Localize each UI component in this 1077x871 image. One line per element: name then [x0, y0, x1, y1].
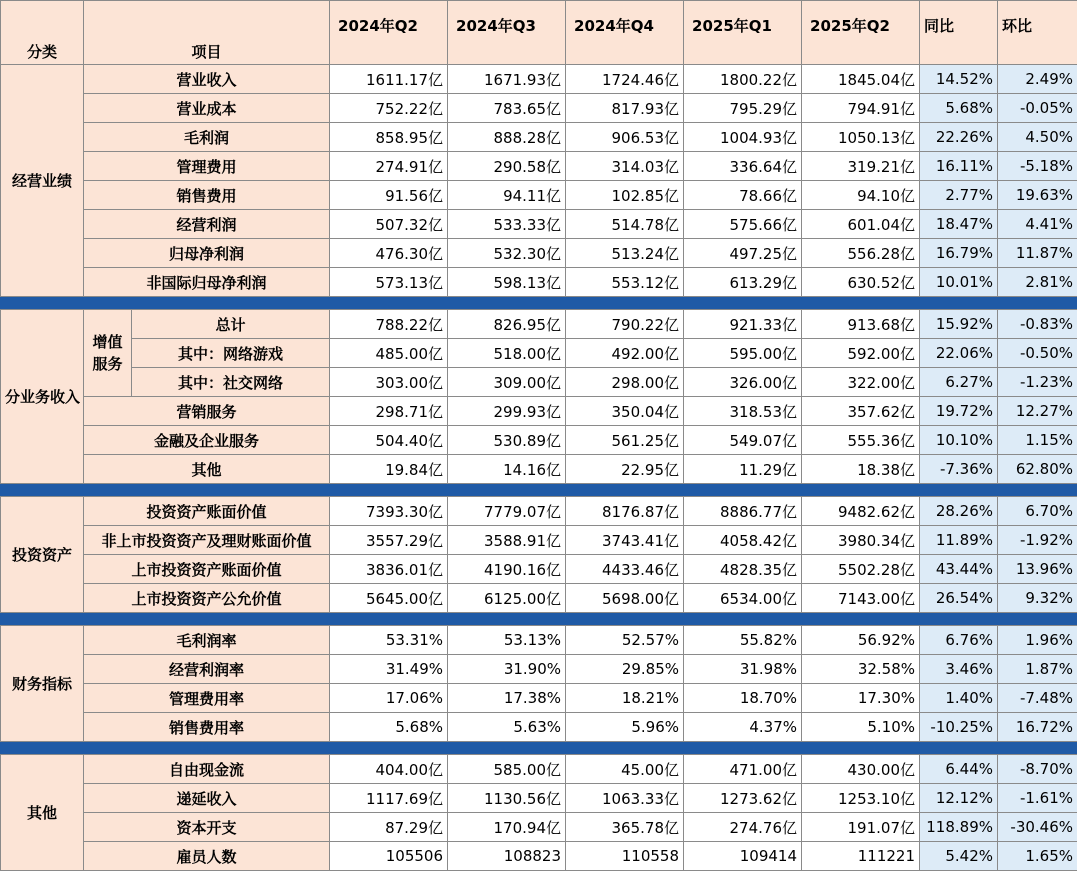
value-cell: 94.10亿 — [802, 181, 920, 210]
header-row — [1, 1, 1077, 65]
value-cell: 404.00亿 — [330, 755, 448, 784]
value-cell: 7393.30亿 — [330, 497, 448, 526]
yoy-cell: 19.72% — [920, 397, 998, 426]
item-cell: 非国际归母净利润 — [84, 268, 330, 297]
value-cell: 191.07亿 — [802, 813, 920, 842]
table-row — [1, 842, 1077, 871]
value-cell: 1845.04亿 — [802, 65, 920, 94]
item-cell: 其中：网络游戏 — [132, 339, 330, 368]
table-row — [1, 65, 1077, 94]
value-cell: 91.56亿 — [330, 181, 448, 210]
yoy-cell: 3.46% — [920, 655, 998, 684]
value-cell: 5.63% — [448, 713, 566, 742]
yoy-cell: 28.26% — [920, 497, 998, 526]
value-cell: 105506 — [330, 842, 448, 871]
value-cell: 299.93亿 — [448, 397, 566, 426]
value-cell: 3743.41亿 — [566, 526, 684, 555]
yoy-cell: 15.92% — [920, 310, 998, 339]
yoy-cell: 10.01% — [920, 268, 998, 297]
value-cell: 29.85% — [566, 655, 684, 684]
table-row — [1, 152, 1077, 181]
value-cell: 788.22亿 — [330, 310, 448, 339]
yoy-cell: 26.54% — [920, 584, 998, 613]
yoy-cell: 16.11% — [920, 152, 998, 181]
value-cell: 906.53亿 — [566, 123, 684, 152]
value-cell: 350.04亿 — [566, 397, 684, 426]
value-cell: 507.32亿 — [330, 210, 448, 239]
value-cell: 5698.00亿 — [566, 584, 684, 613]
value-cell: 6534.00亿 — [684, 584, 802, 613]
yoy-cell: 11.89% — [920, 526, 998, 555]
value-cell: 476.30亿 — [330, 239, 448, 268]
item-cell: 总计 — [132, 310, 330, 339]
table-row — [1, 268, 1077, 297]
value-cell: 3557.29亿 — [330, 526, 448, 555]
qoq-cell: 4.41% — [998, 210, 1077, 239]
value-cell: 8886.77亿 — [684, 497, 802, 526]
section-separator — [1, 297, 1077, 310]
category-cell: 经营业绩 — [1, 65, 84, 297]
value-cell: 514.78亿 — [566, 210, 684, 239]
qoq-cell: 12.27% — [998, 397, 1077, 426]
value-cell: 4433.46亿 — [566, 555, 684, 584]
yoy-cell: 22.06% — [920, 339, 998, 368]
item-cell: 投资资产账面价值 — [84, 497, 330, 526]
yoy-cell: 18.47% — [920, 210, 998, 239]
yoy-cell: 1.40% — [920, 684, 998, 713]
value-cell: 1253.10亿 — [802, 784, 920, 813]
value-cell: 17.06% — [330, 684, 448, 713]
yoy-cell: -7.36% — [920, 455, 998, 484]
value-cell: 4.37% — [684, 713, 802, 742]
value-cell: 598.13亿 — [448, 268, 566, 297]
item-cell: 销售费用 — [84, 181, 330, 210]
yoy-cell: 2.77% — [920, 181, 998, 210]
value-cell: 553.12亿 — [566, 268, 684, 297]
value-cell: 592.00亿 — [802, 339, 920, 368]
value-cell: 575.66亿 — [684, 210, 802, 239]
value-cell: 613.29亿 — [684, 268, 802, 297]
value-cell: 532.30亿 — [448, 239, 566, 268]
table-row — [1, 181, 1077, 210]
value-cell: 595.00亿 — [684, 339, 802, 368]
table-row — [1, 239, 1077, 268]
separator-bar — [1, 742, 1077, 755]
item-cell: 管理费用率 — [84, 684, 330, 713]
value-cell: 18.70% — [684, 684, 802, 713]
value-cell: 826.95亿 — [448, 310, 566, 339]
header-period: 2025年Q1 — [684, 1, 802, 65]
yoy-cell: 5.42% — [920, 842, 998, 871]
item-cell: 经营利润 — [84, 210, 330, 239]
category-cell: 其他 — [1, 755, 84, 871]
value-cell: 298.00亿 — [566, 368, 684, 397]
table-row — [1, 368, 1077, 397]
value-cell: 1671.93亿 — [448, 65, 566, 94]
sub-category-cell: 增值服务 — [84, 310, 132, 397]
value-cell: 18.21% — [566, 684, 684, 713]
table-row — [1, 755, 1077, 784]
yoy-cell: 6.44% — [920, 755, 998, 784]
value-cell: 3836.01亿 — [330, 555, 448, 584]
value-cell: 5502.28亿 — [802, 555, 920, 584]
value-cell: 94.11亿 — [448, 181, 566, 210]
qoq-cell: -1.61% — [998, 784, 1077, 813]
qoq-cell: -0.50% — [998, 339, 1077, 368]
qoq-cell: 16.72% — [998, 713, 1077, 742]
value-cell: 795.29亿 — [684, 94, 802, 123]
value-cell: 52.57% — [566, 626, 684, 655]
yoy-cell: 12.12% — [920, 784, 998, 813]
value-cell: 518.00亿 — [448, 339, 566, 368]
header-qoq: 环比 — [998, 1, 1077, 65]
value-cell: 1130.56亿 — [448, 784, 566, 813]
table-row — [1, 426, 1077, 455]
value-cell: 290.58亿 — [448, 152, 566, 181]
value-cell: 109414 — [684, 842, 802, 871]
value-cell: 5.68% — [330, 713, 448, 742]
value-cell: 31.90% — [448, 655, 566, 684]
table-row — [1, 784, 1077, 813]
qoq-cell: 4.50% — [998, 123, 1077, 152]
header-period: 2024年Q3 — [448, 1, 566, 65]
value-cell: 17.30% — [802, 684, 920, 713]
item-cell: 非上市投资资产及理财账面价值 — [84, 526, 330, 555]
yoy-cell: 6.27% — [920, 368, 998, 397]
qoq-cell: 1.15% — [998, 426, 1077, 455]
qoq-cell: 11.87% — [998, 239, 1077, 268]
value-cell: 5645.00亿 — [330, 584, 448, 613]
header-item: 项目 — [84, 1, 330, 65]
value-cell: 31.49% — [330, 655, 448, 684]
item-cell: 其中：社交网络 — [132, 368, 330, 397]
value-cell: 4058.42亿 — [684, 526, 802, 555]
value-cell: 78.66亿 — [684, 181, 802, 210]
qoq-cell: 1.65% — [998, 842, 1077, 871]
value-cell: 556.28亿 — [802, 239, 920, 268]
value-cell: 31.98% — [684, 655, 802, 684]
value-cell: 7143.00亿 — [802, 584, 920, 613]
yoy-cell: 16.79% — [920, 239, 998, 268]
qoq-cell: 62.80% — [998, 455, 1077, 484]
value-cell: 1117.69亿 — [330, 784, 448, 813]
value-cell: 817.93亿 — [566, 94, 684, 123]
header-category: 分类 — [1, 1, 84, 65]
value-cell: 53.31% — [330, 626, 448, 655]
value-cell: 87.29亿 — [330, 813, 448, 842]
table-row — [1, 397, 1077, 426]
qoq-cell: 1.96% — [998, 626, 1077, 655]
separator-bar — [1, 484, 1077, 497]
value-cell: 471.00亿 — [684, 755, 802, 784]
qoq-cell: -0.83% — [998, 310, 1077, 339]
value-cell: 561.25亿 — [566, 426, 684, 455]
value-cell: 8176.87亿 — [566, 497, 684, 526]
value-cell: 18.38亿 — [802, 455, 920, 484]
table-row — [1, 455, 1077, 484]
value-cell: 357.62亿 — [802, 397, 920, 426]
value-cell: 19.84亿 — [330, 455, 448, 484]
value-cell: 1004.93亿 — [684, 123, 802, 152]
table-row — [1, 339, 1077, 368]
category-cell: 分业务收入 — [1, 310, 84, 484]
value-cell: 55.82% — [684, 626, 802, 655]
item-cell: 自由现金流 — [84, 755, 330, 784]
value-cell: 274.76亿 — [684, 813, 802, 842]
value-cell: 485.00亿 — [330, 339, 448, 368]
qoq-cell: -1.92% — [998, 526, 1077, 555]
item-cell: 归母净利润 — [84, 239, 330, 268]
value-cell: 783.65亿 — [448, 94, 566, 123]
table-row — [1, 684, 1077, 713]
item-cell: 上市投资资产公允价值 — [84, 584, 330, 613]
value-cell: 1724.46亿 — [566, 65, 684, 94]
separator-bar — [1, 297, 1077, 310]
value-cell: 1050.13亿 — [802, 123, 920, 152]
value-cell: 56.92% — [802, 626, 920, 655]
item-cell: 金融及企业服务 — [84, 426, 330, 455]
yoy-cell: 5.68% — [920, 94, 998, 123]
item-cell: 营业收入 — [84, 65, 330, 94]
value-cell: 3980.34亿 — [802, 526, 920, 555]
value-cell: 4828.35亿 — [684, 555, 802, 584]
qoq-cell: -7.48% — [998, 684, 1077, 713]
item-cell: 递延收入 — [84, 784, 330, 813]
item-cell: 营业成本 — [84, 94, 330, 123]
value-cell: 573.13亿 — [330, 268, 448, 297]
yoy-cell: 14.52% — [920, 65, 998, 94]
value-cell: 318.53亿 — [684, 397, 802, 426]
qoq-cell: -0.05% — [998, 94, 1077, 123]
value-cell: 1063.33亿 — [566, 784, 684, 813]
yoy-cell: 22.26% — [920, 123, 998, 152]
value-cell: 11.29亿 — [684, 455, 802, 484]
value-cell: 9482.62亿 — [802, 497, 920, 526]
value-cell: 601.04亿 — [802, 210, 920, 239]
value-cell: 794.91亿 — [802, 94, 920, 123]
value-cell: 5.96% — [566, 713, 684, 742]
value-cell: 45.00亿 — [566, 755, 684, 784]
qoq-cell: 6.70% — [998, 497, 1077, 526]
header-period: 2025年Q2 — [802, 1, 920, 65]
yoy-cell: 6.76% — [920, 626, 998, 655]
value-cell: 430.00亿 — [802, 755, 920, 784]
yoy-cell: 10.10% — [920, 426, 998, 455]
table-row — [1, 526, 1077, 555]
value-cell: 322.00亿 — [802, 368, 920, 397]
qoq-cell: 1.87% — [998, 655, 1077, 684]
table-row — [1, 123, 1077, 152]
section-separator — [1, 484, 1077, 497]
value-cell: 585.00亿 — [448, 755, 566, 784]
value-cell: 53.13% — [448, 626, 566, 655]
value-cell: 314.03亿 — [566, 152, 684, 181]
qoq-cell: 19.63% — [998, 181, 1077, 210]
item-cell: 其他 — [84, 455, 330, 484]
item-cell: 营销服务 — [84, 397, 330, 426]
value-cell: 555.36亿 — [802, 426, 920, 455]
value-cell: 170.94亿 — [448, 813, 566, 842]
category-cell: 财务指标 — [1, 626, 84, 742]
header-period: 2024年Q4 — [566, 1, 684, 65]
table-row — [1, 310, 1077, 339]
category-cell: 投资资产 — [1, 497, 84, 613]
item-cell: 销售费用率 — [84, 713, 330, 742]
value-cell: 513.24亿 — [566, 239, 684, 268]
value-cell: 17.38% — [448, 684, 566, 713]
value-cell: 530.89亿 — [448, 426, 566, 455]
value-cell: 108823 — [448, 842, 566, 871]
qoq-cell: 2.81% — [998, 268, 1077, 297]
value-cell: 14.16亿 — [448, 455, 566, 484]
item-cell: 上市投资资产账面价值 — [84, 555, 330, 584]
value-cell: 549.07亿 — [684, 426, 802, 455]
table-row — [1, 655, 1077, 684]
yoy-cell: 43.44% — [920, 555, 998, 584]
value-cell: 6125.00亿 — [448, 584, 566, 613]
section-separator — [1, 613, 1077, 626]
item-cell: 毛利润率 — [84, 626, 330, 655]
header-yoy: 同比 — [920, 1, 998, 65]
table-row — [1, 626, 1077, 655]
table-row — [1, 94, 1077, 123]
yoy-cell: 118.89% — [920, 813, 998, 842]
value-cell: 3588.91亿 — [448, 526, 566, 555]
qoq-cell: 9.32% — [998, 584, 1077, 613]
value-cell: 365.78亿 — [566, 813, 684, 842]
item-cell: 雇员人数 — [84, 842, 330, 871]
value-cell: 752.22亿 — [330, 94, 448, 123]
header-period: 2024年Q2 — [330, 1, 448, 65]
value-cell: 921.33亿 — [684, 310, 802, 339]
table-row — [1, 813, 1077, 842]
value-cell: 110558 — [566, 842, 684, 871]
table-row — [1, 210, 1077, 239]
value-cell: 22.95亿 — [566, 455, 684, 484]
value-cell: 4190.16亿 — [448, 555, 566, 584]
value-cell: 497.25亿 — [684, 239, 802, 268]
value-cell: 1611.17亿 — [330, 65, 448, 94]
item-cell: 经营利润率 — [84, 655, 330, 684]
table-row — [1, 497, 1077, 526]
table-row — [1, 713, 1077, 742]
qoq-cell: -5.18% — [998, 152, 1077, 181]
value-cell: 7779.07亿 — [448, 497, 566, 526]
value-cell: 111221 — [802, 842, 920, 871]
value-cell: 630.52亿 — [802, 268, 920, 297]
value-cell: 5.10% — [802, 713, 920, 742]
section-separator — [1, 742, 1077, 755]
value-cell: 492.00亿 — [566, 339, 684, 368]
value-cell: 326.00亿 — [684, 368, 802, 397]
table-row — [1, 555, 1077, 584]
value-cell: 102.85亿 — [566, 181, 684, 210]
value-cell: 274.91亿 — [330, 152, 448, 181]
value-cell: 309.00亿 — [448, 368, 566, 397]
qoq-cell: 2.49% — [998, 65, 1077, 94]
value-cell: 533.33亿 — [448, 210, 566, 239]
value-cell: 1800.22亿 — [684, 65, 802, 94]
value-cell: 888.28亿 — [448, 123, 566, 152]
value-cell: 32.58% — [802, 655, 920, 684]
qoq-cell: -1.23% — [998, 368, 1077, 397]
value-cell: 504.40亿 — [330, 426, 448, 455]
item-cell: 资本开支 — [84, 813, 330, 842]
qoq-cell: -30.46% — [998, 813, 1077, 842]
yoy-cell: -10.25% — [920, 713, 998, 742]
value-cell: 858.95亿 — [330, 123, 448, 152]
value-cell: 319.21亿 — [802, 152, 920, 181]
qoq-cell: 13.96% — [998, 555, 1077, 584]
value-cell: 1273.62亿 — [684, 784, 802, 813]
value-cell: 913.68亿 — [802, 310, 920, 339]
value-cell: 790.22亿 — [566, 310, 684, 339]
qoq-cell: -8.70% — [998, 755, 1077, 784]
item-cell: 毛利润 — [84, 123, 330, 152]
table-row — [1, 584, 1077, 613]
separator-bar — [1, 613, 1077, 626]
value-cell: 303.00亿 — [330, 368, 448, 397]
item-cell: 管理费用 — [84, 152, 330, 181]
value-cell: 336.64亿 — [684, 152, 802, 181]
value-cell: 298.71亿 — [330, 397, 448, 426]
